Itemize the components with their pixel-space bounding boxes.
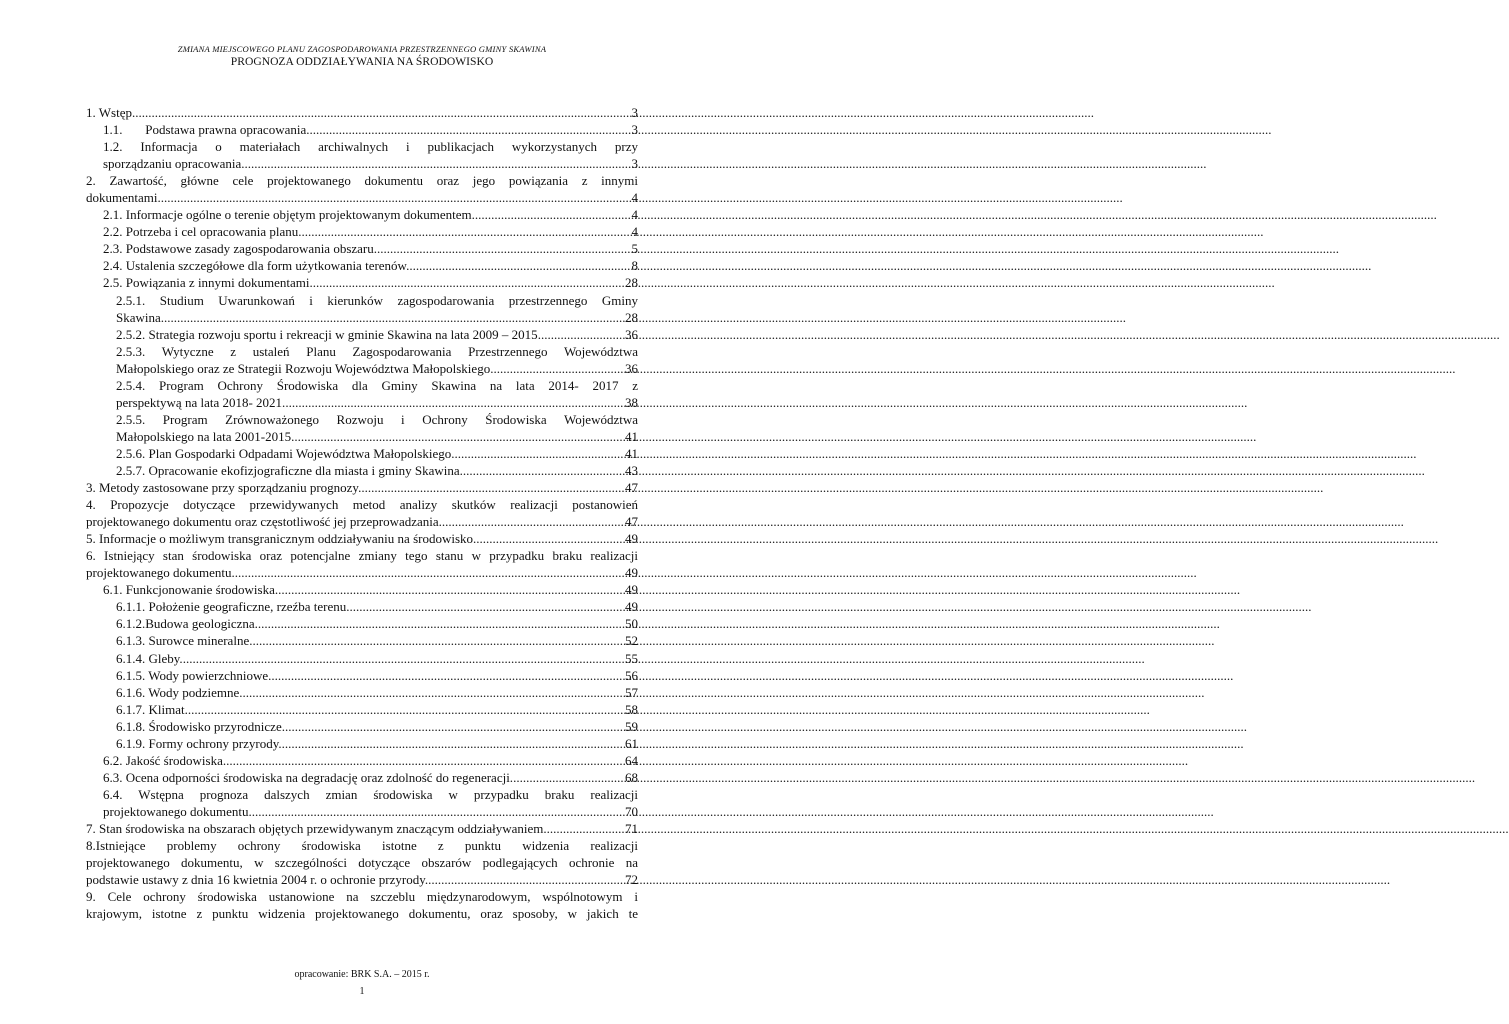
toc-page-number: 36: [625, 360, 638, 376]
toc-entry-last-line: [116, 667, 638, 684]
toc-page-number: 28: [625, 309, 638, 325]
toc-page-number: 70: [625, 803, 638, 819]
toc-entry-last-line: [103, 581, 638, 598]
toc-entry-last-line: [103, 155, 638, 172]
toc-page-number: 49: [625, 582, 638, 598]
toc-leader-dots: [164, 309, 624, 326]
toc-leader-dots: [245, 155, 631, 172]
toc-entry-last-line: [116, 462, 638, 479]
toc-entry-last-line: [103, 121, 638, 138]
toc-page-number: 64: [625, 752, 638, 768]
toc-leader-dots: [475, 206, 631, 223]
toc-leader-dots: [285, 394, 624, 411]
toc-entry-last-line: [116, 326, 638, 343]
toc-entry-title: 2.5.6. Plan Gospodarki Odpadami Województwa Małopolskiego.: [116, 445, 455, 461]
toc-entry[interactable]: [86, 786, 638, 820]
toc-page-number: 28: [625, 275, 638, 291]
toc-leader-dots: [243, 684, 624, 701]
toc-entry[interactable]: [86, 445, 638, 462]
toc-page-number: 49: [625, 531, 638, 547]
toc-page-number: 4: [631, 190, 638, 206]
toc-entry[interactable]: [86, 496, 638, 530]
toc-page-number: 41: [625, 445, 638, 461]
toc-page-number: 59: [625, 718, 638, 734]
toc-page-number: 61: [625, 735, 638, 751]
toc-page-number: 57: [625, 684, 638, 700]
toc-entry-last-line: [116, 360, 638, 377]
toc-entry-title: projektowanego dokumentu.: [86, 565, 235, 581]
toc-entry-title: sporządzaniu opracowania.: [103, 156, 245, 172]
toc-leader-dots: [252, 803, 624, 820]
toc-leader-dots: [442, 513, 624, 530]
document-title: PROGNOZA ODDZIAŁYWANIA NA ŚRODOWISKO: [230, 55, 494, 68]
toc-entry-title: 6.1.5. Wody powierzchniowe.: [116, 667, 272, 683]
toc-entry[interactable]: [86, 479, 638, 496]
toc-entry-title: 6.1. Funkcjonowanie środowiska.: [103, 582, 279, 598]
toc-page-number: 49: [625, 565, 638, 581]
toc-entry[interactable]: [86, 530, 638, 547]
toc-entry-title: 1. Wstęp: [86, 105, 132, 120]
toc-page-number: 3: [631, 122, 638, 138]
toc-page-number: 58: [625, 701, 638, 717]
toc-entry-title: 2.2. Potrzeba i cel opracowania planu.: [103, 224, 302, 240]
toc-leader-dots: [547, 820, 624, 837]
toc-entry-title: podstawie ustawy z dnia 16 kwietnia 2004 r. o ochronie przyrody.: [86, 872, 429, 888]
toc-entry-title: 6.2. Jakość środowiska.: [103, 752, 227, 768]
toc-leader-dots: [258, 615, 624, 632]
toc-page-number: 68: [625, 769, 638, 785]
toc-entry[interactable]: [86, 837, 638, 888]
toc-leader-dots: [513, 769, 624, 786]
toc-entry-last-line: [86, 820, 638, 837]
toc-entry[interactable]: [86, 462, 638, 479]
toc-entry[interactable]: [86, 718, 638, 735]
toc-page-number: 38: [625, 394, 638, 410]
toc-entry-line: 6.4. Wstępna prognoza dalszych zmian środowiska w przypadku braku realizacji: [103, 786, 638, 802]
toc-entry-title: Małopolskiego na lata 2001-2015.: [116, 428, 295, 444]
toc-entry[interactable]: [86, 650, 638, 667]
toc-entry[interactable]: [86, 377, 638, 411]
toc-entry-last-line: [116, 632, 638, 649]
table-of-contents: [86, 104, 638, 922]
toc-entry[interactable]: [86, 223, 638, 240]
toc-entry-line: 2.5.5. Program Zrównoważonego Rozwoju i Ochrony Środowiska Województwa: [116, 411, 638, 427]
toc-page-number: 36: [625, 326, 638, 342]
toc-entry-line: 2.5.1. Studium Uwarunkowań i kierunków zagospodarowania przestrzennego Gminy: [116, 292, 638, 308]
toc-entry[interactable]: [86, 411, 638, 445]
toc-entry[interactable]: [86, 240, 638, 257]
toc-entry-title: 6.1.9. Formy ochrony przyrody.: [116, 735, 282, 751]
toc-entry-line: 6. Istniejący stan środowiska oraz potencjalne zmiany tego stanu w przypadku braku realizacji: [86, 548, 638, 564]
toc-page-number: 72: [625, 872, 638, 888]
toc-entry[interactable]: [86, 326, 638, 343]
toc-entry-title: 2.3. Podstawowe zasady zagospodarowania obszaru.: [103, 241, 378, 257]
page-number: 1: [359, 986, 365, 997]
toc-leader-dots: [252, 632, 624, 649]
toc-entry[interactable]: [86, 598, 638, 615]
toc-page-number: 43: [625, 462, 638, 478]
toc-entry-last-line: [103, 274, 638, 291]
toc-entry-title: 7. Stan środowiska na obszarach objętych przewidywanym znaczącym oddziaływaniem.: [86, 820, 547, 836]
toc-leader-dots: [538, 326, 624, 343]
toc-entry-title: 6.1.2.Budowa geologiczna.: [116, 616, 258, 632]
toc-entry-last-line: [116, 615, 638, 632]
toc-page-number: 8: [631, 258, 638, 274]
toc-entry[interactable]: [86, 684, 638, 701]
toc-leader-dots: [409, 257, 630, 274]
toc-entry-last-line: [86, 189, 638, 206]
toc-entry-title: 6.1.3. Surowce mineralne.: [116, 633, 253, 649]
toc-leader-dots: [294, 428, 624, 445]
toc-entry[interactable]: [86, 206, 638, 223]
toc-leader-dots: [285, 718, 624, 735]
toc-entry-last-line: [86, 104, 638, 121]
prepared-by: opracowanie: BRK S.A. – 2015 r.: [294, 969, 430, 980]
toc-entry-last-line: [86, 513, 638, 530]
toc-entry-line: 1.2. Informacja o materiałach archiwalnych i publikacjach wykorzystanych przy: [103, 139, 638, 155]
toc-entry-last-line: [86, 871, 638, 888]
toc-page-number: 55: [625, 650, 638, 666]
toc-entry-last-line: [103, 206, 638, 223]
toc-page-number: 49: [625, 599, 638, 615]
toc-entry[interactable]: [86, 615, 638, 632]
toc-leader-dots: [428, 871, 624, 888]
toc-entry[interactable]: [86, 888, 638, 922]
toc-entry-last-line: [103, 257, 638, 274]
toc-entry[interactable]: [86, 632, 638, 649]
toc-entry[interactable]: [86, 104, 638, 121]
toc-page-number: 52: [625, 633, 638, 649]
toc-entry-last-line: [116, 309, 638, 326]
toc-entry-title: 6.1.6. Wody podziemne.: [116, 684, 243, 700]
toc-leader-dots: [454, 445, 624, 462]
toc-entry-title: 2.4. Ustalenia szczegółowe dla form użytkowania terenów.: [103, 258, 410, 274]
toc-page-number: 41: [625, 428, 638, 444]
document-subtitle: ZMIANA MIEJSCOWEGO PLANU ZAGOSPODAROWANIA PRZESTRZENNEGO GMINY SKAWINA: [177, 44, 547, 54]
toc-entry[interactable]: [86, 292, 638, 326]
toc-leader-dots: [377, 240, 630, 257]
toc-entry-title: 6.1.4. Gleby.: [116, 650, 183, 666]
toc-leader-dots: [271, 667, 624, 684]
toc-leader-dots: [282, 735, 624, 752]
toc-entry-title: 2.1. Informacje ogólne o terenie objętym projektowanym dokumentem.: [103, 207, 475, 223]
toc-entry-line: krajowym, istotne z punktu widzenia projektowanego dokumentu, oraz sposoby, w jakich te: [86, 906, 638, 922]
toc-entry[interactable]: [86, 735, 638, 752]
toc-entry[interactable]: [86, 769, 638, 786]
toc-entry-last-line: [116, 684, 638, 701]
toc-page-number: 4: [631, 224, 638, 240]
toc-entry-line: 4. Propozycje dotyczące przewidywanych metod analizy skutków realizacji postanowień: [86, 497, 638, 513]
toc-entry-last-line: [116, 428, 638, 445]
toc-leader-dots: [188, 701, 624, 718]
toc-leader-dots: [278, 581, 624, 598]
toc-page-number: 47: [625, 514, 638, 530]
toc-page-number: 3: [631, 156, 638, 172]
toc-entry[interactable]: [86, 138, 638, 172]
toc-entry-title: 5. Informacje o możliwym transgranicznym oddziaływaniu na środowisko.: [86, 531, 477, 547]
toc-leader-dots: [132, 104, 631, 121]
toc-entry-line: 2.5.3. Wytyczne z ustaleń Planu Zagospodarowania Przestrzennego Województwa: [116, 343, 638, 359]
toc-page-number: 71: [625, 820, 638, 836]
page-header: [0, 44, 724, 69]
toc-entry-line: 2.5.4. Program Ochrony Środowiska dla Gminy Skawina na lata 2014- 2017 z: [116, 377, 638, 393]
toc-entry-last-line: [116, 598, 638, 615]
toc-leader-dots: [350, 598, 624, 615]
toc-page-number: 56: [625, 667, 638, 683]
toc-entry-title: 2.5.7. Opracowanie ekofizjograficzne dla miasta i gminy Skawina.: [116, 462, 463, 478]
toc-leader-dots: [235, 564, 624, 581]
toc-leader-dots: [161, 189, 631, 206]
toc-entry-title: projektowanego dokumentu oraz częstotliwość jej przeprowadzania.: [86, 514, 442, 530]
toc-entry[interactable]: [86, 257, 638, 274]
toc-entry-title: 6.3. Ocena odporności środowiska na degradację oraz zdolność do regeneracji.: [103, 769, 514, 785]
toc-entry-title: perspektywą na lata 2018- 2021.: [116, 394, 286, 410]
toc-page-number: 3: [631, 105, 638, 120]
toc-entry-line: projektowanego dokumentu, w szczególności dotyczące obszarów podlegających ochronie na: [86, 855, 638, 871]
toc-entry[interactable]: [86, 547, 638, 581]
toc-entry-last-line: [116, 650, 638, 667]
toc-entry-last-line: [103, 769, 638, 786]
toc-entry-title: projektowanego dokumentu.: [103, 803, 252, 819]
toc-page-number: 47: [625, 480, 638, 496]
toc-entry[interactable]: [86, 172, 638, 206]
toc-entry-line: 2. Zawartość, główne cele projektowanego dokumentu oraz jego powiązania z innymi: [86, 173, 638, 189]
toc-leader-dots: [476, 530, 624, 547]
toc-entry-line: 9. Cele ochrony środowiska ustanowione na szczeblu międzynarodowym, wspólnotowym i: [86, 889, 638, 905]
toc-entry[interactable]: [86, 581, 638, 598]
toc-entry-last-line: [116, 445, 638, 462]
toc-leader-dots: [226, 752, 624, 769]
toc-entry-last-line: [116, 718, 638, 735]
toc-entry[interactable]: [86, 274, 638, 291]
toc-entry-title: 2.5. Powiązania z innymi dokumentami.: [103, 275, 313, 291]
toc-entry-title: 6.1.8. Środowisko przyrodnicze.: [116, 718, 285, 734]
toc-entry-title: dokumentami.: [86, 190, 161, 206]
toc-entry-last-line: [103, 752, 638, 769]
toc-entry-line: 8.Istniejące problemy ochrony środowiska istotne z punktu widzenia realizacji: [86, 838, 638, 854]
toc-entry-title: 3. Metody zastosowane przy sporządzaniu prognozy.: [86, 480, 362, 496]
toc-entry-last-line: [86, 479, 638, 496]
toc-entry-last-line: [86, 530, 638, 547]
toc-entry-title: 6.1.1. Położenie geograficzne, rzeźba terenu.: [116, 599, 350, 615]
toc-entry-last-line: [86, 564, 638, 581]
page-footer: [0, 968, 724, 998]
toc-leader-dots: [493, 360, 624, 377]
toc-entry-title: Skawina.: [116, 309, 165, 325]
toc-entry[interactable]: [86, 343, 638, 377]
toc-entry-title: 2.5.2. Strategia rozwoju sportu i rekreacji w gminie Skawina na lata 2009 – 2015: [116, 326, 538, 342]
toc-page-number: 4: [631, 207, 638, 223]
toc-entry-title: 1.1. Podstawa prawna opracowania.: [103, 122, 310, 138]
toc-entry[interactable]: [86, 820, 638, 837]
toc-leader-dots: [361, 479, 624, 496]
toc-leader-dots: [183, 650, 624, 667]
toc-entry[interactable]: [86, 752, 638, 769]
toc-leader-dots: [310, 121, 631, 138]
toc-entry-last-line: [116, 394, 638, 411]
toc-entry[interactable]: [86, 121, 638, 138]
toc-page-number: 5: [631, 241, 638, 257]
toc-page-number: 50: [625, 616, 638, 632]
toc-entry[interactable]: [86, 667, 638, 684]
toc-entry-last-line: [116, 735, 638, 752]
toc-leader-dots: [302, 223, 631, 240]
toc-leader-dots: [463, 462, 624, 479]
toc-leader-dots: [313, 274, 624, 291]
toc-entry-last-line: [116, 701, 638, 718]
toc-entry-title: 6.1.7. Klimat.: [116, 701, 188, 717]
toc-entry-last-line: [103, 223, 638, 240]
toc-entry-last-line: [103, 240, 638, 257]
toc-entry-last-line: [103, 803, 638, 820]
toc-entry[interactable]: [86, 701, 638, 718]
toc-entry-title: Małopolskiego oraz ze Strategii Rozwoju Województwa Małopolskiego.: [116, 360, 494, 376]
